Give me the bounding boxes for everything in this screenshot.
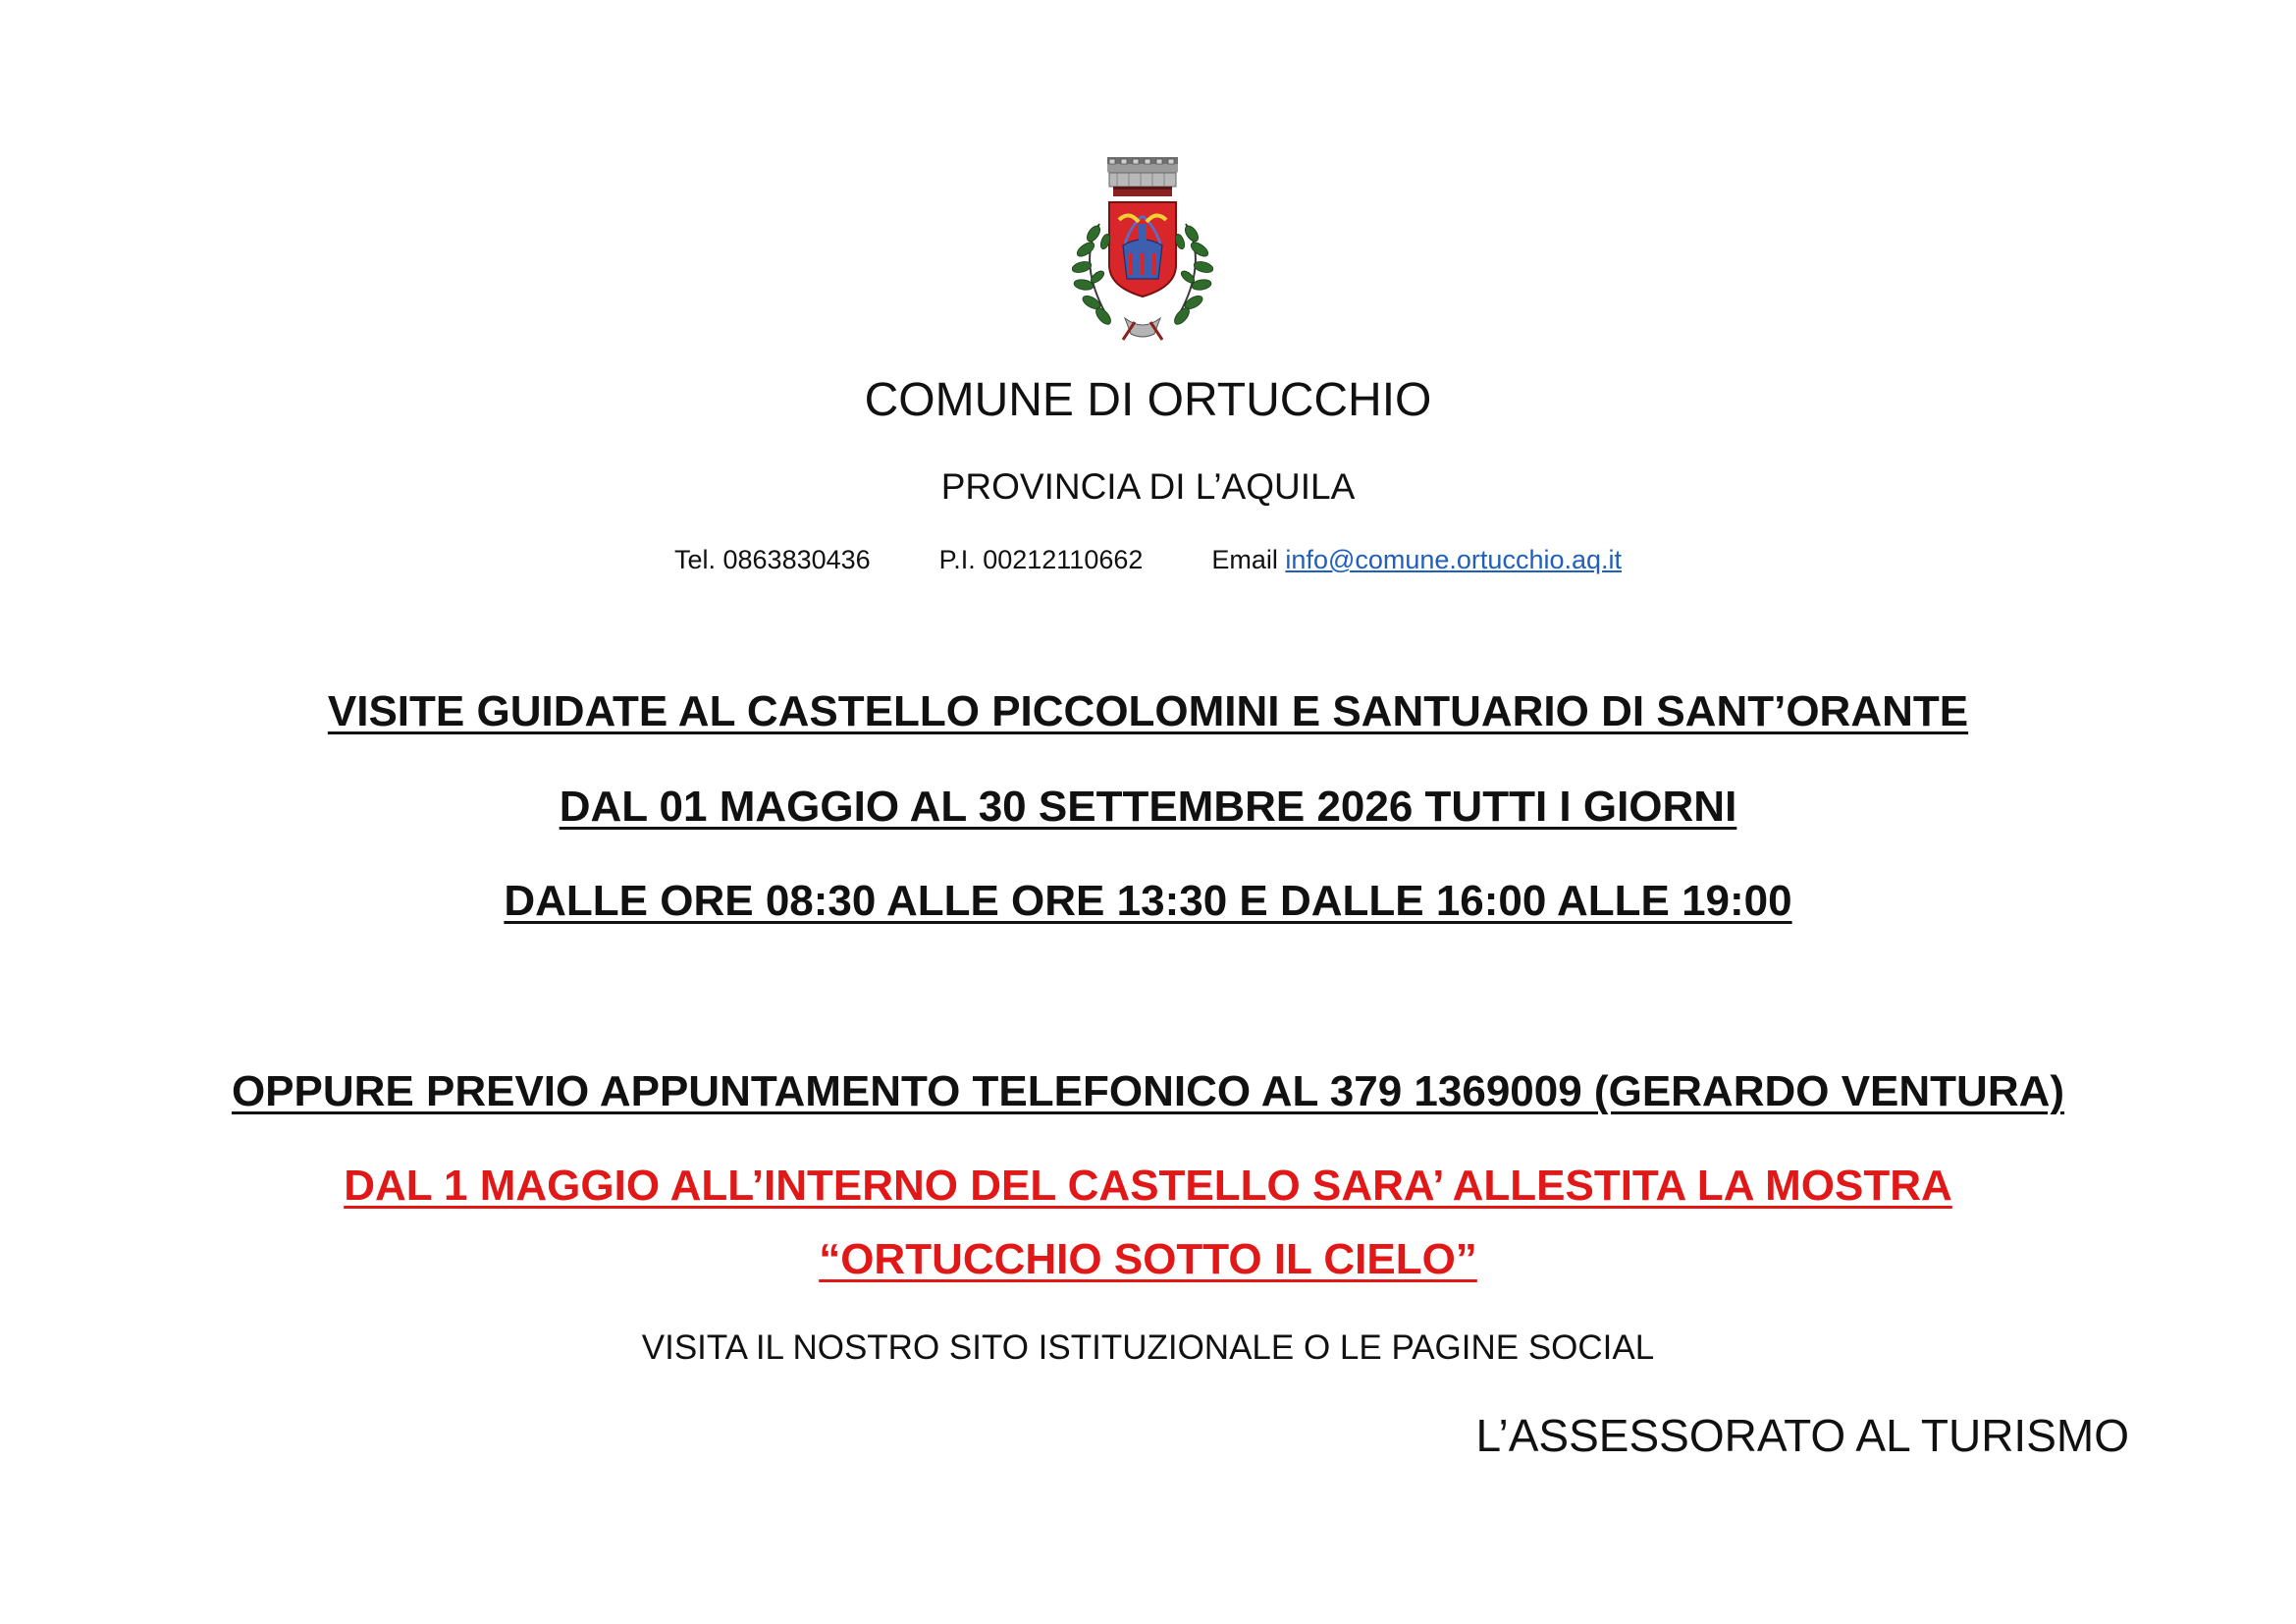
visit-line: VISITA IL NOSTRO SITO ISTITUZIONALE O LE PAGINE SOCIAL [641,1328,1655,1367]
crown-icon [1107,157,1178,196]
title-line-2: DAL 01 MAGGIO AL 30 SETTEMBRE 2026 TUTTI I GIORNI [559,783,1737,831]
signature: L’ASSESSORATO AL TURISMO [1475,1410,2129,1461]
exhibit-line-1: DAL 1 MAGGIO ALL’INTERNO DEL CASTELLO SARA’ ALLESTITA LA MOSTRA [344,1162,1952,1210]
province-name: PROVINCIA DI L’AQUILA [940,466,1356,507]
phone-number: Tel. 0863830436 [673,545,871,574]
coat-of-arms-icon [1041,155,1245,342]
title-line-1: VISITE GUIDATE AL CASTELLO PICCOLOMINI E SANTUARIO DI SANT’ORANTE [327,687,1969,735]
email-link[interactable]: info@comune.ortucchio.aq.it [1285,545,1623,574]
shield-icon [1109,202,1176,297]
contact-info [0,545,2296,575]
email-label: Email [1211,545,1278,574]
email-block [1211,545,1622,575]
exhibit-line-2: “ORTUCCHIO SOTTO IL CIELO” [819,1235,1477,1283]
title-line-3: DALLE ORE 08:30 ALLE ORE 13:30 E DALLE 16:00 ALLE 19:00 [504,877,1792,925]
vat-number: P.I. 00212110662 [938,545,1144,574]
municipality-name: COMUNE DI ORTUCCHIO [864,374,1432,426]
appointment-line: OPPURE PREVIO APPUNTAMENTO TELEFONICO AL 379 1369009 (GERARDO VENTURA) [231,1067,2065,1115]
ribbon-icon [1123,318,1162,340]
